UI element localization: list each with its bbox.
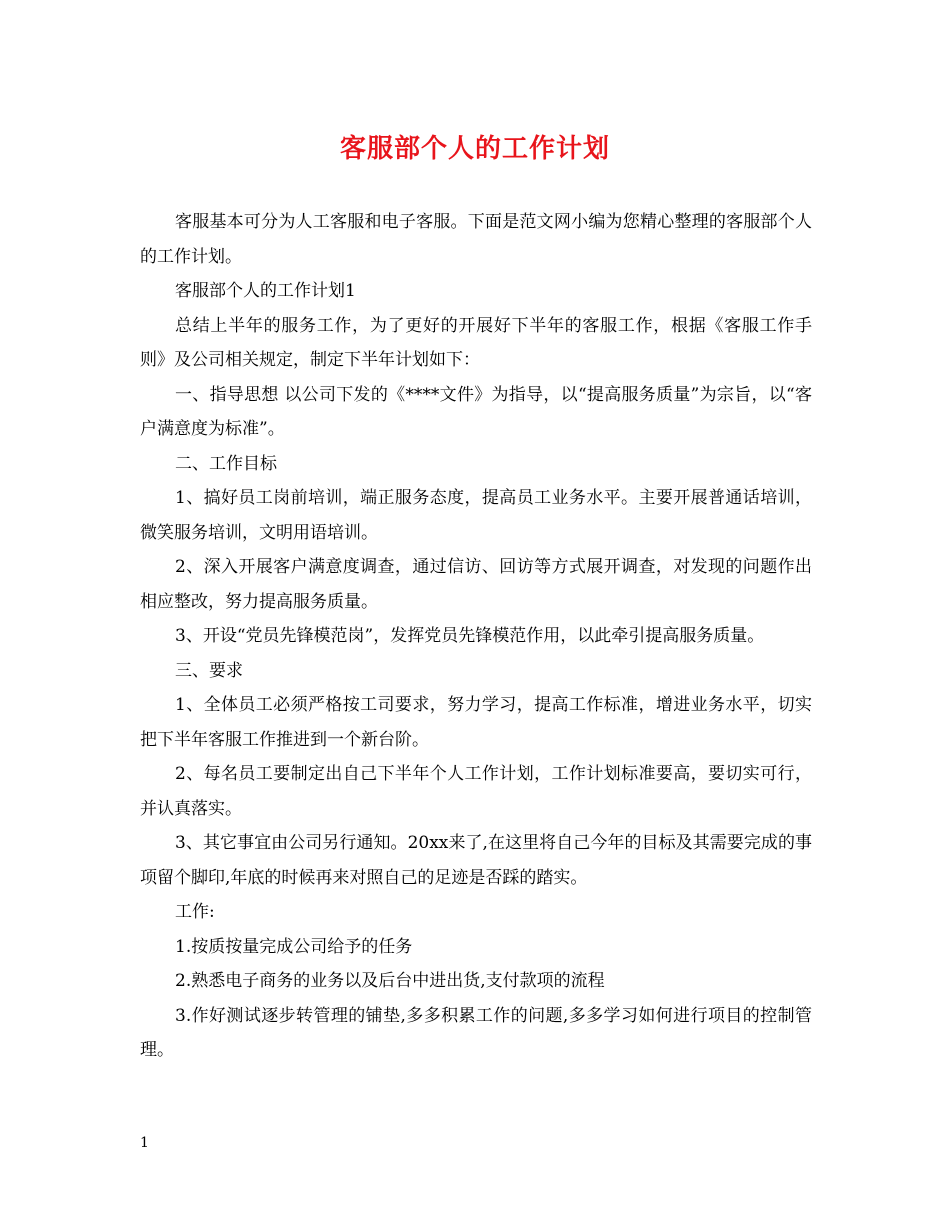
paragraph-goal-2: 2、深入开展客户满意度调查，通过信访、回访等方式展开调查，对发现的问题作出相应整改，努力提高服务质量。	[140, 557, 812, 612]
document-body	[140, 205, 812, 1068]
paragraph-summary: 总结上半年的服务工作，为了更好的开展好下半年的客服工作，根据《客服工作手则》及公司相关规定，制定下半年计划如下：	[140, 315, 812, 370]
section-heading-work: 工作:	[175, 902, 215, 922]
paragraph-requirement-2: 2、每名员工要制定出自己下半年个人工作计划，工作计划标准要高，要切实可行，并认真落实。	[140, 764, 812, 819]
paragraph-work-1: 1.按质按量完成公司给予的任务	[175, 936, 413, 957]
paragraph-goal-3: 3、开设“党员先锋模范岗”，发挥党员先锋模范作用，以此牵引提高服务质量。	[175, 626, 765, 646]
paragraph-intro: 客服基本可分为人工客服和电子客服。下面是范文网小编为您精心整理的客服部个人的工作计划。	[140, 212, 812, 267]
paragraph-subtitle: 客服部个人的工作计划1	[175, 281, 356, 301]
paragraph-requirement-3: 3、其它事宜由公司另行通知。20xx来了,在这里将自己今年的目标及其需要完成的事项留个脚印,年底的时候再来对照自己的足迹是否踩的踏实。	[140, 833, 812, 888]
paragraph-requirement-1: 1、全体员工必须严格按工司要求，努力学习，提高工作标准，增进业务水平，切实把下半年客服工作推进到一个新台阶。	[140, 695, 812, 750]
section-heading-goals: 二、工作目标	[175, 453, 277, 474]
page-title: 客服部个人的工作计划	[339, 134, 610, 164]
section-heading-requirements: 三、要求	[175, 660, 243, 681]
paragraph-work-3: 3.作好测试逐步转管理的铺垫,多多积累工作的问题,多多学习如何进行项目的控制管理。	[140, 1005, 812, 1060]
paragraph-guiding-idea: 一、指导思想 以公司下发的《****文件》为指导，以“提高服务质量”为宗旨，以“客户满意度为标准”。	[140, 384, 812, 439]
paragraph-work-2: 2.熟悉电子商务的业务以及后台中进出货,支付款项的流程	[175, 971, 605, 991]
paragraph-goal-1: 1、搞好员工岗前培训，端正服务态度，提高员工业务水平。主要开展普通话培训，微笑服务培训，文明用语培训。	[140, 488, 812, 543]
page-number: 1	[140, 1135, 149, 1151]
